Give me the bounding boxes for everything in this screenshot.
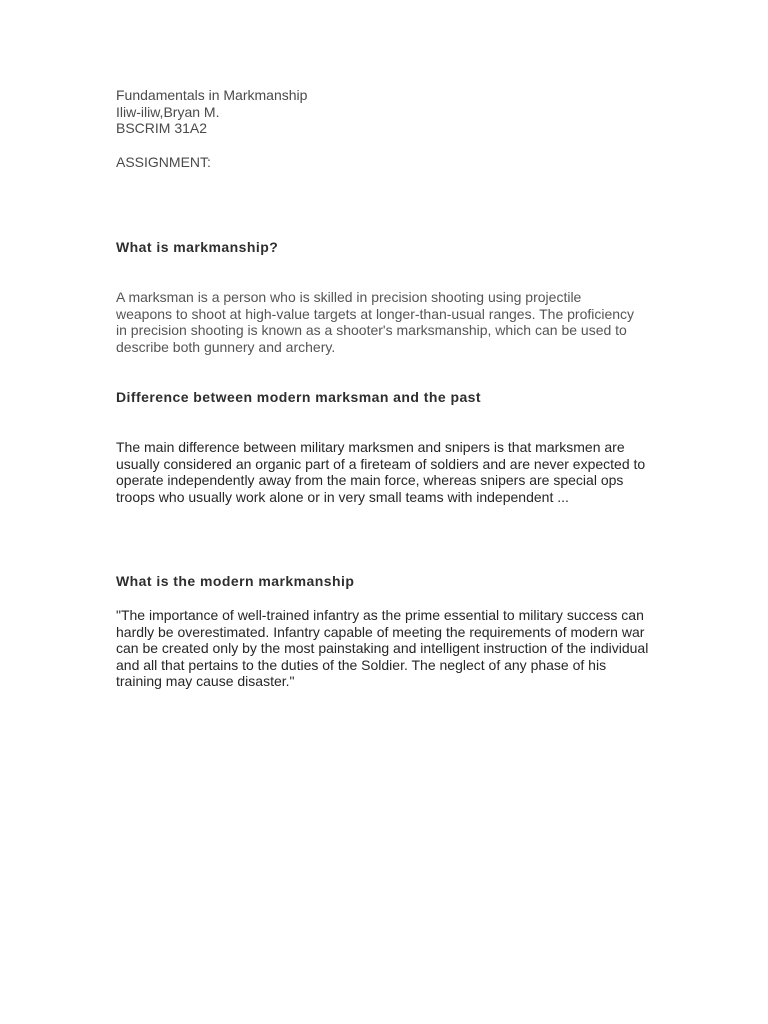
section-body: The main difference between military marksmen and snipers is that marksmen are usually considered an organic part of a fireteam of soldiers and are never expected to operate independently away from the main force, whereas snipers are special ops troops who usually work alone or in very small teams with independent ... [116,439,646,505]
section-body: A marksman is a person who is skilled in precision shooting using projectile weapons to shoot at high-value targets at longer-than-usual ranges. The proficiency in precision shooting is known as a shooter's marksmanship, which can be used to describe both gunnery and archery. [116,289,635,355]
section-1-body-block [116,289,636,355]
course-title: Fundamentals in Markmanship [116,87,308,103]
section-2-body-block [116,439,656,505]
document-header [116,87,656,137]
assignment-label-block [116,154,656,171]
section-heading: What is markmanship? [116,239,279,255]
section-3 [116,573,656,590]
assignment-label: ASSIGNMENT: [116,154,211,170]
section-body: "The importance of well-trained infantry as the prime essential to military success can hardly be overestimated. Infantry capable of meeting the requirements of modern war can be created only by the most painstaking and intelligent instruction of the individual and all that pertains to the duties of the Soldier. The neglect of any phase of his training may cause disaster." [116,607,649,689]
section-heading: Difference between modern marksman and the past [116,389,482,405]
section-2 [116,389,656,406]
section-code: BSCRIM 31A2 [116,120,208,136]
section-1 [116,239,656,256]
student-name: Iliw-iliw,Bryan M. [116,103,220,120]
section-heading: What is the modern markmanship [116,573,355,589]
section-3-body-block [116,607,651,690]
